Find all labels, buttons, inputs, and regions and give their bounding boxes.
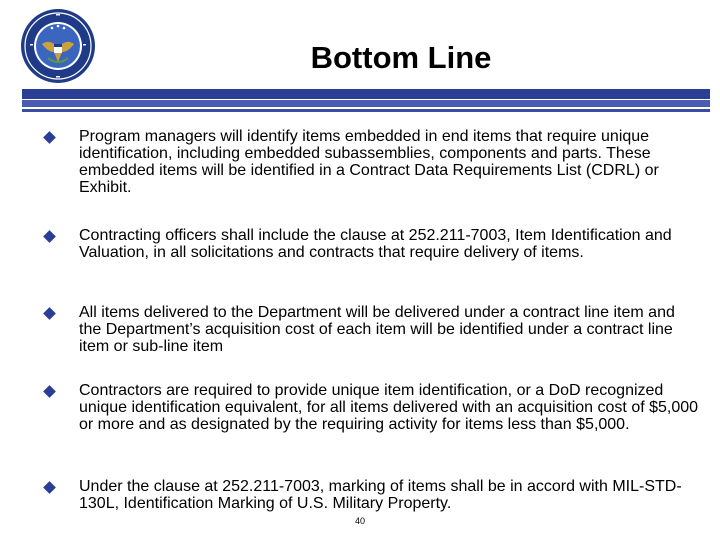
- bullet-text: Program managers will identify items embedded in end items that require unique identification, including embedded subassemblies, components and parts. These embedded items will be identified in a Contract Data Requirements List (CDRL) or Exhibit.: [79, 128, 659, 196]
- bullet-diamond-icon: [43, 481, 56, 494]
- bullet-text: Under the clause at 252.211-7003, marking of items shall be in accord with MIL-STD-130L, Identification Marking of U.S. Military Property.: [79, 478, 682, 512]
- bullet-diamond-icon: [43, 307, 56, 320]
- bullet-diamond-icon: [43, 385, 56, 398]
- bullet-diamond-icon: [43, 131, 56, 144]
- slide-title: Bottom Line: [310, 40, 492, 75]
- bullet-text: Contracting officers shall include the clause at 252.211-7003, Item Identification and Valuation, in all solicitations and contracts that require delivery of items.: [79, 227, 672, 261]
- bullet-text: Contractors are required to provide unique item identification, or a DoD recognized unique identification equivalent, for all items delivered with an acquisition cost of $5,000 or more and as designated by the requiring activity for items less than $5,000.: [79, 382, 699, 433]
- bullet-diamond-icon: [43, 230, 56, 243]
- bullet-text: All items delivered to the Department will be delivered under a contract line item and the Department’s acquisition cost of each item will be identified under a contract line item or sub-line item: [79, 304, 675, 355]
- page-number: 40: [354, 516, 365, 526]
